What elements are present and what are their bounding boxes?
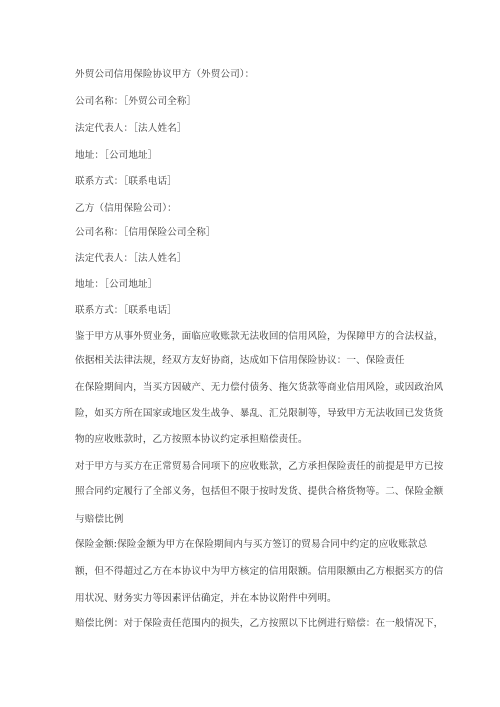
paragraph-line: 鉴于甲方从事外贸业务，面临应收账款无法收回的信用风险，为保障甲方的合法权益， xyxy=(75,331,444,342)
party-b-contact: 联系方式：［联系电话］ xyxy=(75,305,177,316)
paragraph-line: 依据相关法律法规，经双方友好协商，达成如下信用保险协议：一、保险责任 xyxy=(75,355,405,366)
party-b-address: 地址：［公司地址］ xyxy=(75,279,158,290)
party-a-legal-rep: 法定代表人：［法人姓名］ xyxy=(75,123,187,134)
party-a-contact: 联系方式：［联系电话］ xyxy=(75,176,177,187)
heading-party-b: 乙方（信用保险公司）： xyxy=(75,203,177,214)
heading-party-a: 外贸公司信用保险协议甲方（外贸公司）： xyxy=(75,69,255,80)
paragraph-line: 保险金额:保险金额为甲方在保险期间内与买方签订的贸易合同中约定的应收账款总 xyxy=(75,539,428,550)
paragraph-line: 照合同约定履行了全部义务，包括但不限于按时发货、提供合格货物等。二、保险金额 xyxy=(75,486,444,497)
party-b-legal-rep: 法定代表人：［法人姓名］ xyxy=(75,253,187,264)
paragraph-line: 赔偿比例：对于保险责任范围内的损失，乙方按照以下比例进行赔偿：在一般情况下， xyxy=(75,618,444,629)
paragraph-line: 险，如买方所在国家或地区发生战争、暴乱、汇兑限制等，导致甲方无法收回已发货货 xyxy=(75,408,444,419)
paragraph-line: 物的应收账款时，乙方按照本协议约定承担赔偿责任。 xyxy=(75,434,308,445)
party-a-company-name: 公司名称：［外贸公司全称］ xyxy=(75,96,197,107)
party-b-company-name: 公司名称：［信用保险公司全称］ xyxy=(75,227,216,238)
paragraph-line: 额，但不得超过乙方在本协议中为甲方核定的信用限额。信用限额由乙方根据买方的信 xyxy=(75,566,444,577)
party-a-address: 地址：［公司地址］ xyxy=(75,150,158,161)
paragraph-line: 用状况、财务实力等因素评估确定，并在本协议附件中列明。 xyxy=(75,593,337,604)
paragraph-line: 在保险期间内，当买方因破产、无力偿付债务、拖欠货款等商业信用风险，或因政治风 xyxy=(75,382,444,393)
section-heading-line: 与赔偿比例 xyxy=(75,514,124,525)
paragraph-line: 对于甲方与买方在正常贸易合同项下的应收账款，乙方承担保险责任的前提是甲方已按 xyxy=(75,461,444,472)
